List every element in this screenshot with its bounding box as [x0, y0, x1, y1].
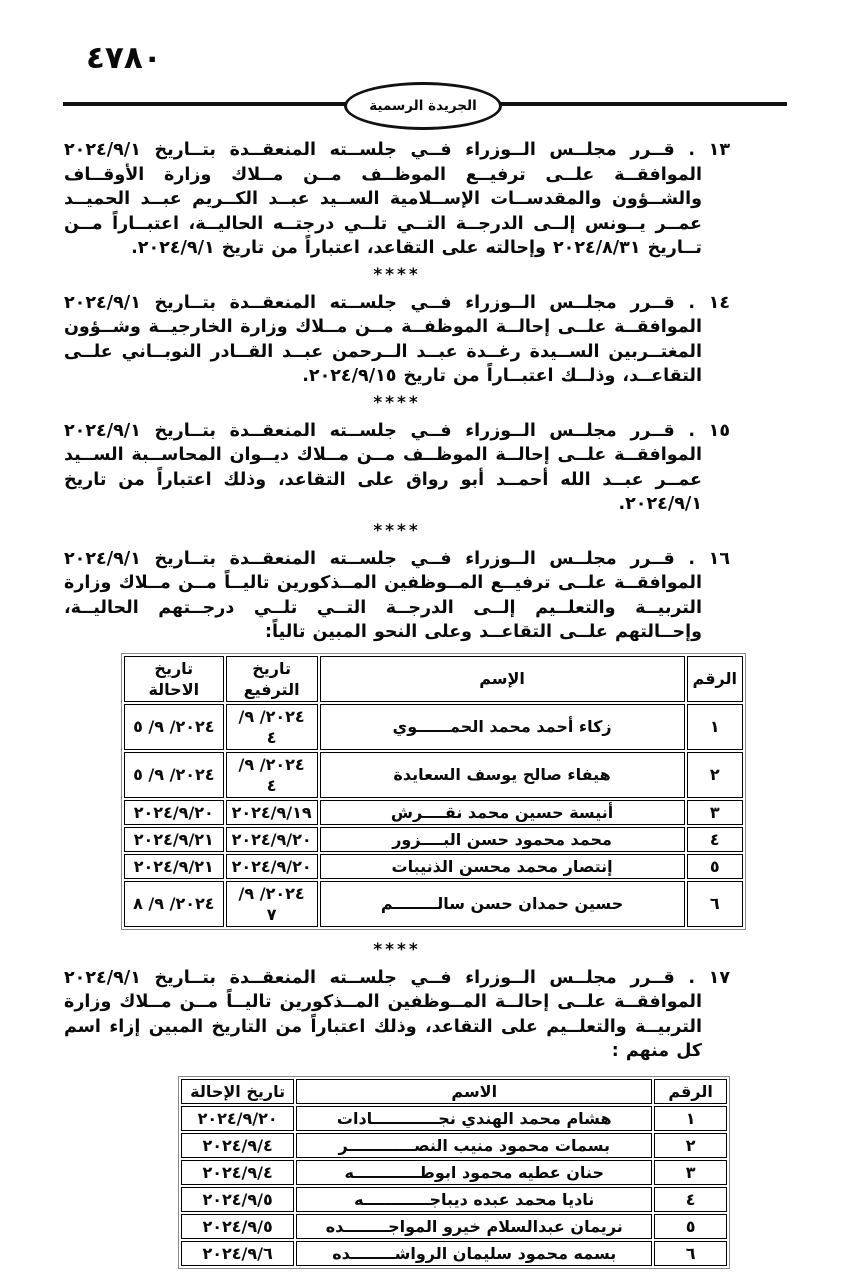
table-row: [181, 1106, 727, 1131]
table-cell: ٢٠٢٤/ ٩/ ٨: [124, 881, 224, 927]
table-cell: ٢: [687, 752, 743, 798]
gazette-title: الجريدة الرسمية: [369, 98, 477, 114]
table-cell: ٢٠٢٤/ ٩/ ٥: [124, 752, 224, 798]
decree-text: قــرر مجلــس الــوزراء فــي جلســته المنعقــدة بتــاريخ ٢٠٢٤/٩/١ الموافقــة علــى ترفيــع الموظــف مــن مــلاك وزارة الأوقــاف والشــؤون والمقدســات الإســلامية الســيد عبــد الكــريم عبــد الحميــد عمــر يــونس إلــى الدرجــة التــي تلــي درجتــه الحاليــة، اعتبــاراً مــن تــاريخ ٢٠٢٤/٨/٣١ وإحالته على التقاعد، اعتباراً من تاريخ ٢٠٢٤/٩/١.: [64, 140, 702, 258]
section-separator: ****: [373, 264, 421, 285]
retirement-table: [178, 1076, 730, 1269]
table-cell: ٦: [687, 881, 743, 927]
page-content: [0, 138, 850, 1279]
table-cell: ٣: [654, 1160, 727, 1185]
table-cell: ٢٠٢٤/ ٩/ ٧: [226, 881, 318, 927]
table-cell: ٢٠٢٤/٩/٢١: [124, 854, 224, 879]
column-header: تاريخ الترفيع: [226, 656, 318, 702]
table-cell: ٢٠٢٤/ ٩/ ٥: [124, 704, 224, 750]
table-row: [181, 1214, 727, 1239]
table-row: [124, 752, 743, 798]
gazette-oval: [344, 82, 502, 130]
decree-text: قــرر مجلــس الــوزراء فــي جلســته المنعقــدة بتــاريخ ٢٠٢٤/٩/١ الموافقــة علــى ترفيــع المــوظفين المــذكورين تاليــاً مــن مــلاك وزارة التربيــة والتعلــيم إلــى الدرجــة التــي تلــي درجــتهم الحاليــة، وإحــالتهم علــى التقاعــد وعلى النحو المبين تالياً:: [64, 548, 702, 642]
table-cell: أنيسة حسين محمد نقــــرش: [320, 800, 685, 825]
section-separator: ****: [373, 392, 421, 413]
decree-number: ١٤ .: [688, 292, 731, 313]
column-header: الإسم: [320, 656, 685, 702]
section-separator: ****: [373, 939, 421, 960]
table-cell: ٢٠٢٤/٩/٦: [181, 1241, 294, 1266]
table-cell: ٢٠٢٤/ ٩/ ٤: [226, 704, 318, 750]
decree-item-13: [64, 138, 730, 261]
decree-number: ١٥ .: [688, 420, 731, 441]
column-header: تاريخ الاحالة: [124, 656, 224, 702]
table-cell: نريمان عبدالسلام خيرو المواجــــــــده: [296, 1214, 652, 1239]
decree-item-16: [64, 547, 730, 645]
table-cell: ٣: [687, 800, 743, 825]
table-cell: إنتصار محمد محسن الذنيبات: [320, 854, 685, 879]
table-cell: ٢: [654, 1133, 727, 1158]
table-cell: هيفاء صالح يوسف السعايدة: [320, 752, 685, 798]
table-cell: ٦: [654, 1241, 727, 1266]
table-cell: بسمات محمود منيب النصــــــــــــر: [296, 1133, 652, 1158]
table-cell: ٢٠٢٤/٩/١٩: [226, 800, 318, 825]
column-header: تاريخ الإحالة: [181, 1079, 294, 1104]
page-number: ٤٧٨٠: [86, 40, 162, 76]
table-header-row: [124, 656, 743, 702]
table-cell: ٤: [687, 827, 743, 852]
table-cell: ٥: [654, 1214, 727, 1239]
decree-item-15: [64, 419, 730, 517]
table-row: [124, 704, 743, 750]
table-cell: ٤: [654, 1187, 727, 1212]
table-cell: ٢٠٢٤/٩/٤: [181, 1160, 294, 1185]
table-row: [124, 881, 743, 927]
table-cell: حسين حمدان حسن سالــــــــم: [320, 881, 685, 927]
table-cell: ٥: [687, 854, 743, 879]
promotions-retirement-table: [121, 653, 746, 930]
table-cell: ١: [654, 1106, 727, 1131]
table-cell: بسمه محمود سليمان الرواشــــــــده: [296, 1241, 652, 1266]
decree-text: قــرر مجلــس الــوزراء فــي جلســته المنعقــدة بتــاريخ ٢٠٢٤/٩/١ الموافقــة علــى إحالــة المــوظفين المــذكورين تاليــاً مــن مــلاك وزارة التربيــة والتعلــيم على التقاعد، وذلك اعتباراً من التاريخ المبين إزاء اسم كل منهم :: [64, 967, 702, 1061]
table-cell: ٢٠٢٤/ ٩/ ٤: [226, 752, 318, 798]
column-header: الرقم: [687, 656, 743, 702]
table-cell: ٢٠٢٤/٩/٢٠: [226, 854, 318, 879]
table-row: [124, 854, 743, 879]
table-row: [181, 1133, 727, 1158]
decree-number: ١٧ .: [688, 967, 731, 988]
table-cell: ٢٠٢٤/٩/٥: [181, 1214, 294, 1239]
column-header: الاسم: [296, 1079, 652, 1104]
decree-text: قــرر مجلــس الــوزراء فــي جلســته المنعقــدة بتــاريخ ٢٠٢٤/٩/١ الموافقــة علــى إحالــة الموظفــة مــن مــلاك وزارة الخارجيــة وشــؤون المغتــربين الســيدة رغــدة عبــد الــرحمن عبــد القــادر النوبــاني علــى التقاعــد، وذلــك اعتبــاراً من تاريخ ٢٠٢٤/٩/١٥.: [64, 292, 702, 386]
table-row: [181, 1187, 727, 1212]
table-cell: ٢٠٢٤/٩/٤: [181, 1133, 294, 1158]
table-cell: هشام محمد الهندي نجــــــــــــادات: [296, 1106, 652, 1131]
table-cell: ناديا محمد عبده ديباجــــــــــــه: [296, 1187, 652, 1212]
decree-item-17: [64, 966, 730, 1064]
table-row: [124, 800, 743, 825]
table-row: [181, 1241, 727, 1266]
table-cell: ٢٠٢٤/٩/٢٠: [226, 827, 318, 852]
table-cell: زكاء أحمد محمد الحمــــــوي: [320, 704, 685, 750]
decree-item-14: [64, 291, 730, 389]
table-row: [124, 827, 743, 852]
decree-number: ١٦ .: [688, 548, 731, 569]
table-cell: حنان عطيه محمود ابوطــــــــــــه: [296, 1160, 652, 1185]
decree-number: ١٣ .: [688, 140, 731, 160]
column-header: الرقم: [654, 1079, 727, 1104]
table-cell: ٢٠٢٤/٩/٢١: [124, 827, 224, 852]
table-cell: ٢٠٢٤/٩/٢٠: [124, 800, 224, 825]
table-row: [181, 1160, 727, 1185]
table-header-row: [181, 1079, 727, 1104]
table-cell: محمد محمود حسن البــــزور: [320, 827, 685, 852]
table-cell: ٢٠٢٤/٩/٢٠: [181, 1106, 294, 1131]
table-cell: ٢٠٢٤/٩/٥: [181, 1187, 294, 1212]
decree-text: قــرر مجلــس الــوزراء فــي جلســته المنعقــدة بتــاريخ ٢٠٢٤/٩/١ الموافقــة علــى إحالــة الموظــف مــن مــلاك ديــوان المحاســبة الســيد عمــر عبــد الله أحمــد أبو رواق على التقاعد، وذلك اعتباراً من تاريخ ٢٠٢٤/٩/١.: [64, 420, 702, 514]
section-separator: ****: [373, 520, 421, 541]
table-cell: ١: [687, 704, 743, 750]
